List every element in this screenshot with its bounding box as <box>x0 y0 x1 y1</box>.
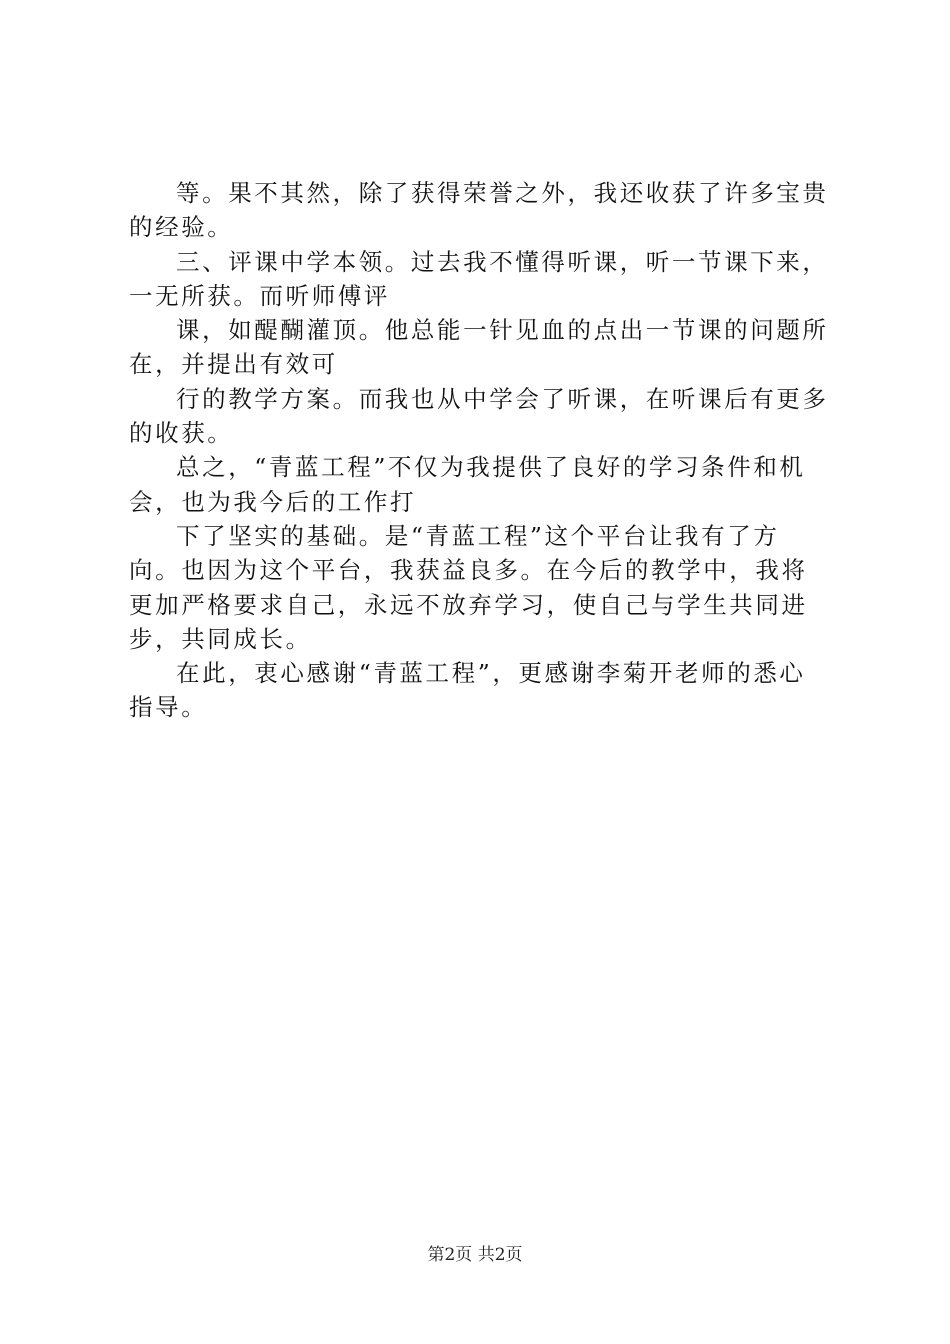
paragraph: 在此，衷心感谢“青蓝工程”，更感谢李菊开老师的悉心指导。 <box>129 659 806 722</box>
paragraph: 课，如醍醐灌顶。他总能一针见血的点出一节课的问题所在，并提出有效可 <box>129 316 829 379</box>
document-body <box>129 176 829 725</box>
page-number-footer: 第2页 共2页 <box>427 1245 523 1265</box>
paragraph: 总之，“青蓝工程”不仅为我提供了良好的学习条件和机会，也为我今后的工作打 <box>129 453 806 516</box>
paragraph: 三、评课中学本领。过去我不懂得听课，听一节课下来，一无所获。而听师傅评 <box>129 247 829 310</box>
paragraph: 行的教学方案。而我也从中学会了听课，在听课后有更多的收获。 <box>129 384 829 448</box>
paragraph: 下了坚实的基础。是“青蓝工程”这个平台让我有了方向。也因为这个平台，我获益良多。在今后的教学中，我将更加严格要求自己，永远不放弃学习，使自己与学生共同进步，共同成长。 <box>129 521 808 653</box>
paragraph: 等。果不其然，除了获得荣誉之外，我还收获了许多宝贵的经验。 <box>129 179 829 242</box>
